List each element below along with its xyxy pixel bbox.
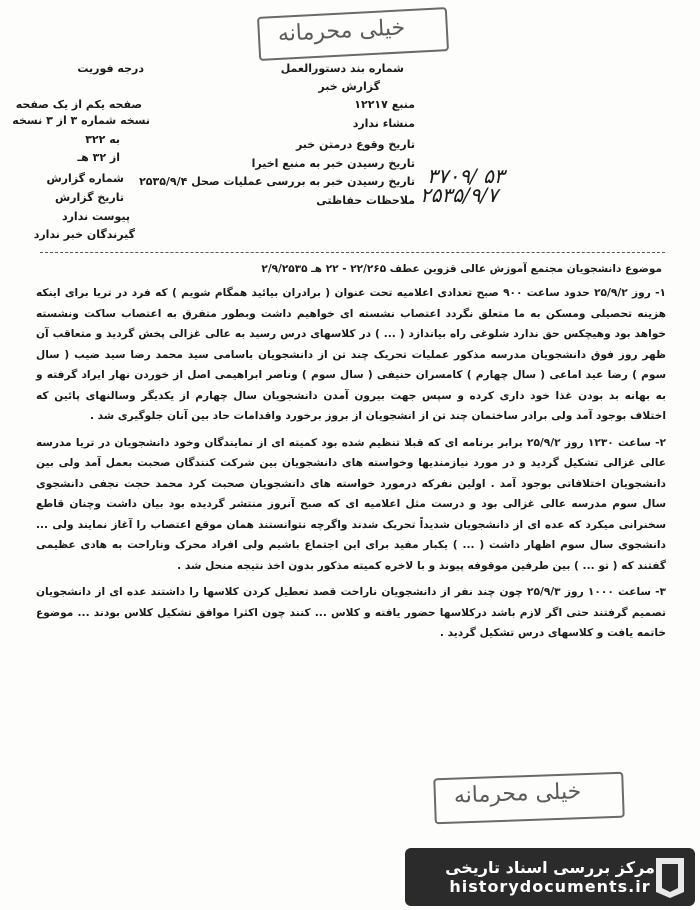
archive-logo-icon <box>650 852 690 900</box>
subject-line: موضوع دانشجویان مجتمع آموزش عالی قزوین عطف ۲۲/۲۶۵ - ۲۲ هـ ۲/۹/۲۵۳۵ <box>261 263 662 275</box>
report-date-label: تاریخ گزارش <box>54 191 124 204</box>
urgency: درجه فوریت <box>77 62 144 75</box>
source-line: منبع ۱۲۲۱۷ <box>354 98 415 111</box>
copy-info: نسخه شماره ۳ از ۳ نسخه <box>12 114 150 127</box>
header-divider <box>40 252 665 253</box>
watermark-url: historydocuments.ir <box>449 877 651 896</box>
org-line: شماره بند دستورالعمل <box>280 62 404 75</box>
classification-stamp-bottom: خیلی محرمانه <box>433 772 624 825</box>
report-date-handwritten: ۲۵۳۵/۹/۷ <box>420 183 498 207</box>
classification-stamp-top: خیلی محرمانه <box>257 7 449 61</box>
attachment: پیوست ندارد <box>61 210 130 223</box>
watermark-title: مرکز بررسی اسناد تاریخی <box>445 858 655 877</box>
page-info: صفحه یکم از یک صفحه <box>15 98 142 111</box>
receive-date-source: تاریخ رسیدن خبر به منبع اخیرا <box>251 157 415 170</box>
paragraph-1: ۱- روز ۲۵/۹/۲ حدود ساعت ۹۰۰ صبح تعدادی اعلامیه تحت عنوان ( برادران بیائید همگام شویم ) که فرد در تریا برای اینکه هزینه تحصیلی ومسکن به ما متعلق نگردد اعتصاب نشسته ای خواهیم داشت وبطور متفرق به اعتصاب ساکت ونشسته خواهد بود وهیچکس حق ندارد شلوغی راه بیاندازد ( ... ) در کلاسهای درس رسید به عالی غزالی پخش گردید و متعاقب آن ظهر روز فوق دانشجویان مدرسه مذکور عملیات تحریک چند تن از دانشجویان باسامی سید محمد رضا سید ضیب ( سال سوم ) رضا عید اماعی ( سال چهارم ) کامسران حنیفی ( سال سوم ) وناصر ابراهیمی اصل از خوردن نهار ایراد گرفته و به بهانه بد بودن غذا خود داری کرده و سپس جهت بیرون آمدن دانشجویان سال چهارم از یکدیگر وسالنهای پائین که اختلاف بوجود آمد ولی برادر ساختمان چند تن از انشجویان از بروز برخورد واقدامات حاد بین آنان جلوگیری شد . <box>36 287 666 422</box>
receive-date-ops: تاریخ رسیدن خبر به بررسی عملیات صحل ۲۵۳۵/۹/۴ <box>139 175 415 188</box>
event-date: تاریخ وقوع درمتن خبر <box>295 138 415 151</box>
from-line: از ۳۲ هـ <box>77 151 120 164</box>
report-number-label: شماره گزارش <box>46 172 124 185</box>
paragraph-3: ۳- ساعت ۱۰۰۰ روز ۲۵/۹/۳ چون چند نفر از دانشجویان ناراحت قصد تعطیل کردن کلاسها را داشتند عده ای از دانشجویان تصمیم گرفتند حتی اگر لازم باشد درکلاسها حضور یافته و کلاس ... کنند چون اکثرا موافق تشکیل کلاس بودند ... موضوع خاتمه یافت و کلاسهای درس تشکیل گردید . <box>36 586 666 639</box>
paragraph-2: ۲- ساعت ۱۲۳۰ روز ۲۵/۹/۲ برابر برنامه ای که قبلا تنظیم شده بود کمیته ای از نمایندگان وخود دانشجویان در تریا مدرسه عالی غزالی تشکیل گردید و در مورد نیازمندیها وخواسته های دانشجویان بین شرکت کنندگان صحبت بعمل آمد ولی بین دانشجویان اختلافاتی بوجود آمد . اولین نفرکه درمورد خواسته های دانشجویان صحبت کرد محمد حجت نجفی دانشجوی سال سوم مدرسه عالی غزالی بود و درست مثل اعلامیه ای که صبح آنروز منتشر گردیده بود بیان داشت وچنان قاطع سخنرانی میکرد که عده ای از دانشجویان شدیداً تحریک شدند واگرچه نتوانستند همان موقع اعتصاب را آغاز نمایند ولی ... دانشجوی سال سوم اظهار داشت ( ... ) یکبار مفید برای این اجتماع باشیم ولی افراد محرک وناراحت به هادی عظیمی گفتند که ( تو ... ) بین طرفین موقوفه پیوند و با لاخره کمیته مذکور بدون اخذ نتیجه منحل شد . <box>36 436 666 572</box>
source-office: منشاء ندارد <box>352 117 415 130</box>
report-number-handwritten: ۳۷۰۹/ ۵۳ <box>427 164 505 188</box>
to-line: به ۳۲۲ <box>85 133 120 146</box>
remarks: ملاحظات حفاظتی <box>316 194 415 207</box>
report-body <box>36 283 666 644</box>
recipients: گیرندگان خبر ندارد <box>33 228 135 241</box>
report-title: گزارش خبر <box>318 80 380 93</box>
